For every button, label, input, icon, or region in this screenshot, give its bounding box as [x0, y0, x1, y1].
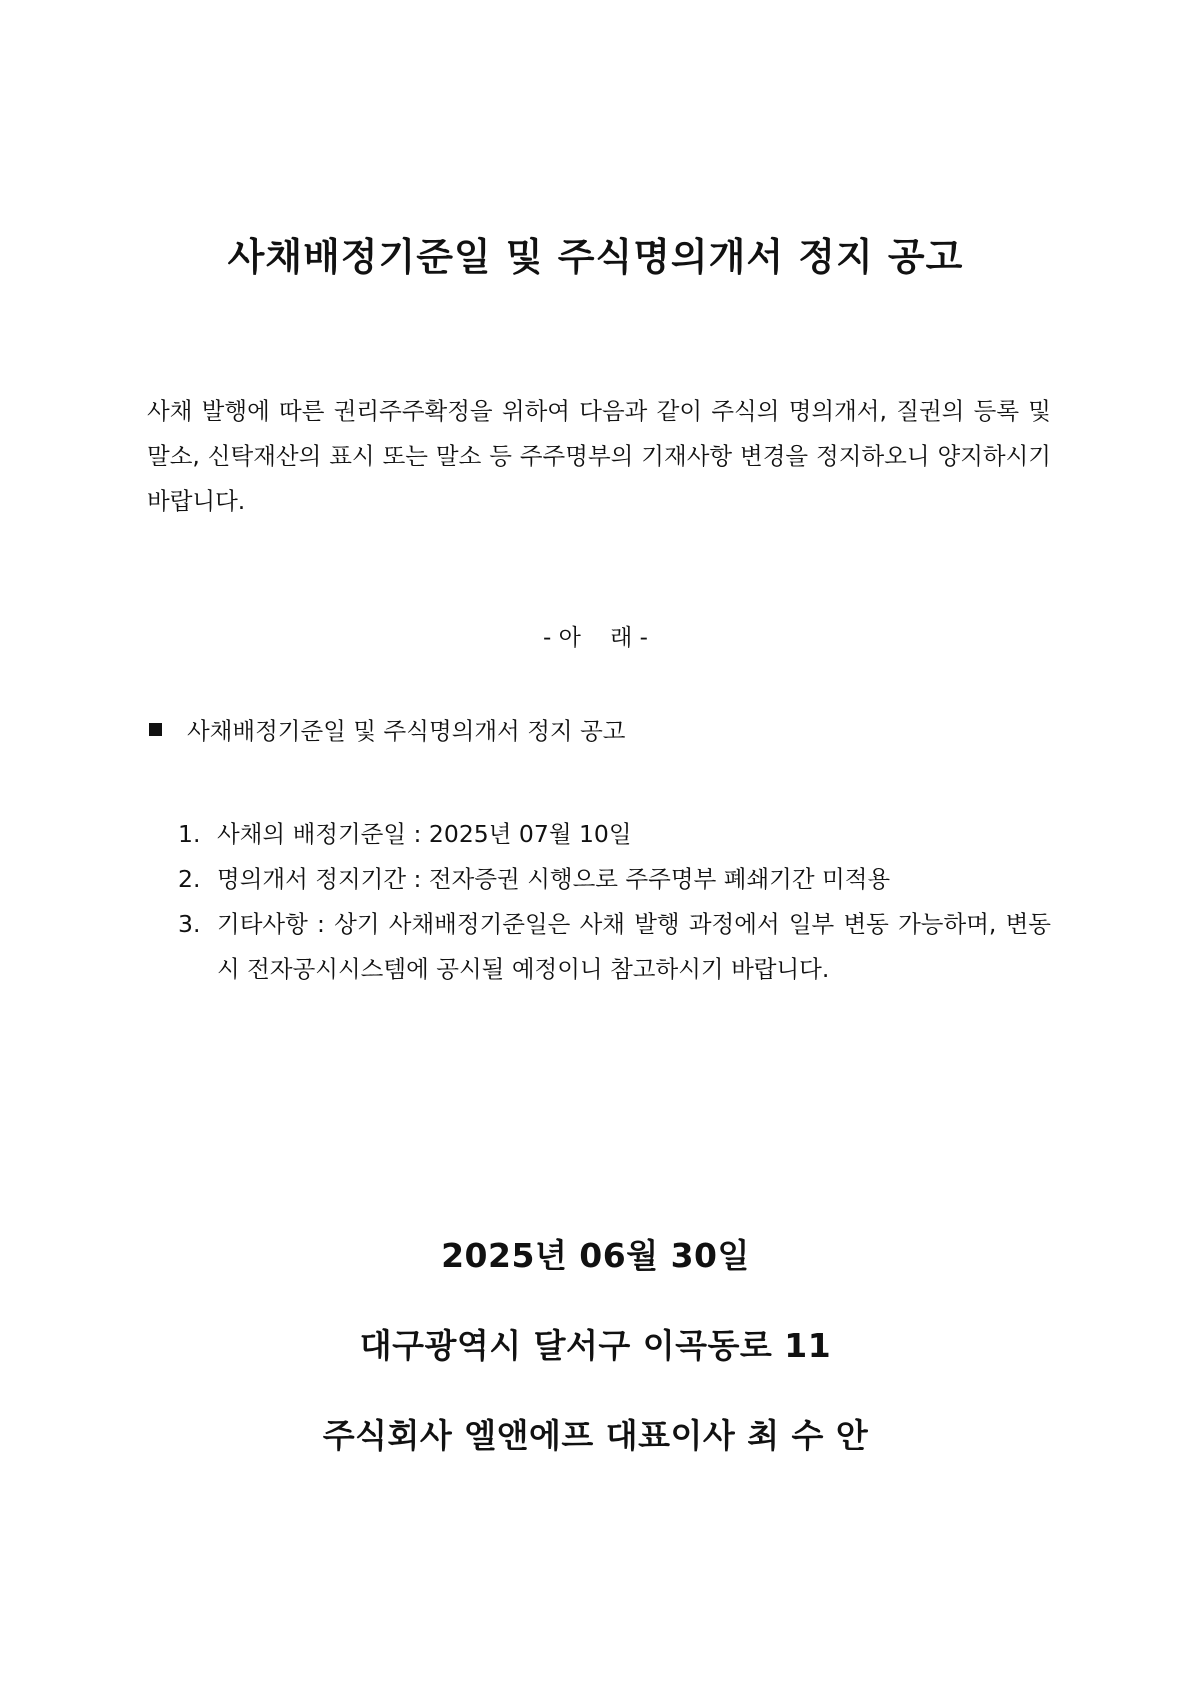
notice-items-list [178, 812, 1051, 992]
company-address: 대구광역시 달서구 이곡동로 11 [359, 1326, 832, 1365]
company-signature: 주식회사 엘앤에프 대표이사 최 수 안 [322, 1416, 869, 1455]
intro-paragraph: 사채 발행에 따른 권리주주확정을 위하여 다음과 같이 주식의 명의개서, 질권의 등록 및 말소, 신탁재산의 표시 또는 말소 등 주주명부의 기재사항 변경을 정지하오니 양지하시기 바랍니다. [147, 397, 1051, 515]
notice-date: 2025년 06월 30일 [441, 1236, 750, 1275]
list-item [178, 857, 1051, 902]
square-bullet-icon [149, 723, 162, 736]
list-item-number: 1. [178, 820, 201, 848]
section-header [147, 712, 626, 746]
list-item-number: 3. [178, 910, 201, 938]
list-item-text: 명의개서 정지기간 : 전자증권 시행으로 주주명부 폐쇄기간 미적용 [217, 865, 891, 893]
list-item-number: 2. [178, 865, 201, 893]
document-title: 사채배정기준일 및 주식명의개서 정지 공고 [227, 235, 964, 279]
list-item-text: 사채의 배정기준일 : 2025년 07월 10일 [217, 820, 632, 848]
notice-heading: - 아 래 - [543, 625, 648, 651]
list-item [178, 812, 1051, 857]
list-item-text: 기타사항 : 상기 사채배정기준일은 사채 발행 과정에서 일부 변동 가능하며, 변동 시 전자공시시스템에 공시될 예정이니 참고하시기 바랍니다. [217, 910, 1051, 983]
section-title: 사채배정기준일 및 주식명의개서 정지 공고 [187, 717, 626, 745]
list-item [178, 902, 1051, 992]
